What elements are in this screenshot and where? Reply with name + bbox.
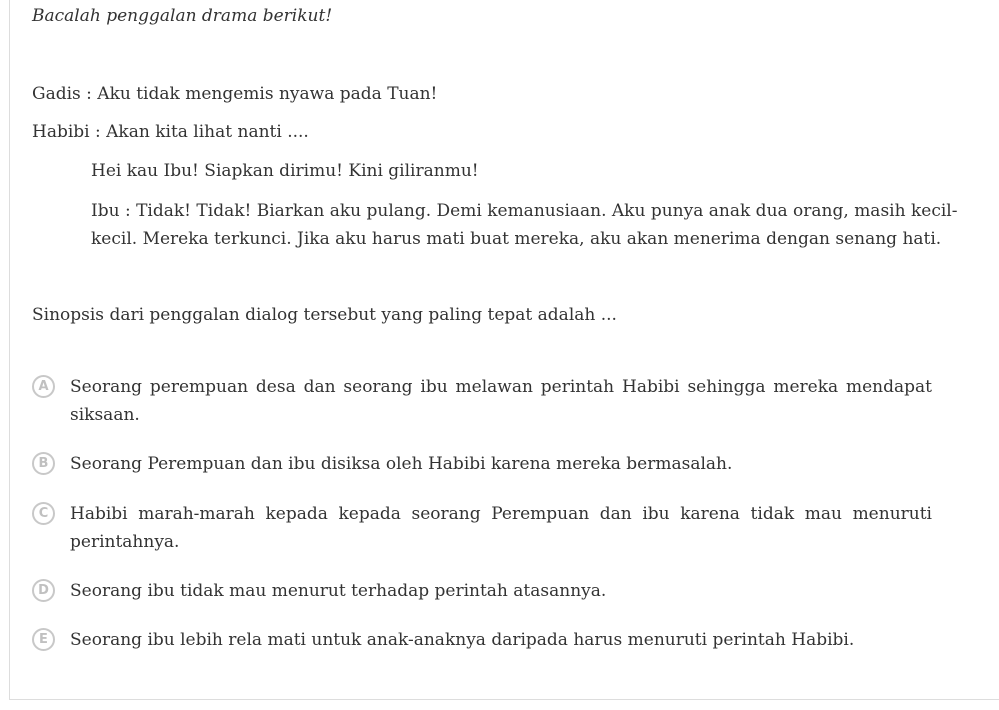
option-b-badge[interactable]: B [32,452,55,475]
option-b-text[interactable]: Seorang Perempuan dan ibu disiksa oleh Habibi karena mereka bermasalah. [70,454,733,474]
question-text: Sinopsis dari penggalan dialog tersebut yang paling tepat adalah ... [32,305,617,325]
instruction-text: Bacalah penggalan drama berikut! [32,6,333,26]
dialog-line-habibi-continued: Hei kau Ibu! Siapkan dirimu! Kini giliranmu! [91,161,479,181]
dialog-line-gadis: Gadis : Aku tidak mengemis nyawa pada Tuan! [32,84,438,104]
option-c-badge[interactable]: C [32,502,55,525]
option-e-text[interactable]: Seorang ibu lebih rela mati untuk anak-anaknya daripada harus menuruti perintah Habibi. [70,630,855,650]
option-e[interactable] [32,626,932,654]
dialog-line-ibu: Ibu : Tidak! Tidak! Biarkan aku pulang. Demi kemanusiaan. Aku punya anak dua orang, masih kecil-kecil. Mereka terkunci. Jika aku harus mati buat mereka, aku akan menerima dengan senang hati. [91,201,958,249]
option-d-text[interactable]: Seorang ibu tidak mau menurut terhadap perintah atasannya. [70,581,607,601]
dialog-line-habibi: Habibi : Akan kita lihat nanti .... [32,122,309,142]
option-a-badge[interactable]: A [32,375,55,398]
option-e-badge[interactable]: E [32,628,55,651]
option-a-text[interactable]: Seorang perempuan desa dan seorang ibu melawan perintah Habibi sehingga mereka mendapat siksaan. [70,377,932,425]
option-b[interactable] [32,450,932,478]
option-d-badge[interactable]: D [32,579,55,602]
option-c[interactable] [32,500,932,556]
option-a[interactable] [32,373,932,429]
option-c-text[interactable]: Habibi marah-marah kepada kepada seorang Perempuan dan ibu karena tidak mau menuruti perintahnya. [70,504,932,552]
option-d[interactable] [32,577,932,605]
